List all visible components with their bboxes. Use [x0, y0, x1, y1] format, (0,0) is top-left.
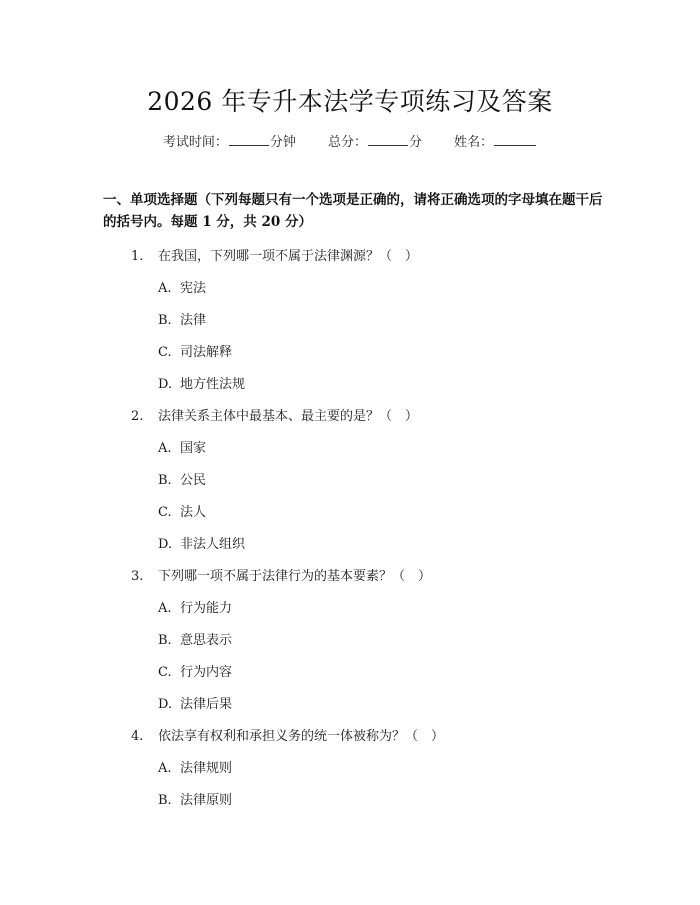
option-item	[158, 693, 232, 712]
option-item	[158, 501, 206, 520]
question-text: 在我国，下列哪一项不属于法律渊源？（ ）	[158, 249, 419, 264]
option-item	[158, 757, 232, 776]
option-text: 行为内容	[180, 665, 233, 680]
option-letter: C.	[158, 665, 172, 680]
page-title: 2026 年专升本法学专项练习及答案	[147, 87, 553, 116]
exam-time-label: 考试时间：	[162, 135, 228, 150]
total-score-label: 总分：	[327, 135, 367, 150]
option-item	[158, 661, 232, 680]
option-item	[158, 597, 232, 616]
option-text: 法律	[180, 313, 207, 328]
option-item	[158, 277, 206, 296]
option-item	[158, 309, 206, 328]
option-item	[158, 629, 232, 648]
exam-info-line	[0, 131, 700, 150]
option-item	[158, 789, 232, 808]
name-field	[454, 131, 537, 150]
question-4	[131, 725, 444, 744]
option-letter: D.	[158, 697, 173, 712]
option-item	[158, 341, 232, 360]
exam-time-field	[163, 131, 296, 150]
question-number: 2.	[131, 409, 144, 424]
question-2	[131, 405, 418, 424]
option-text: 行为能力	[180, 601, 233, 616]
question-3	[131, 565, 431, 584]
name-label: 姓名：	[454, 135, 494, 150]
option-text: 法律后果	[180, 697, 233, 712]
option-letter: A.	[158, 761, 172, 776]
option-text: 公民	[180, 473, 207, 488]
option-letter: B.	[158, 473, 172, 488]
option-text: 法人	[180, 505, 207, 520]
option-letter: A.	[158, 601, 172, 616]
option-letter: B.	[158, 793, 172, 808]
question-text: 依法享有权利和承担义务的统一体被称为？（ ）	[158, 729, 445, 744]
question-number: 3.	[131, 569, 144, 584]
option-text: 宪法	[180, 281, 207, 296]
name-blank	[494, 133, 536, 146]
option-text: 司法解释	[180, 345, 233, 360]
option-text: 国家	[180, 441, 207, 456]
question-number: 4.	[131, 729, 144, 744]
option-letter: C.	[158, 345, 172, 360]
option-letter: A.	[158, 281, 172, 296]
option-text: 法律原则	[180, 793, 233, 808]
option-text: 地方性法规	[180, 377, 246, 392]
option-letter: B.	[158, 313, 172, 328]
question-number: 1.	[131, 249, 144, 264]
option-item	[158, 373, 245, 392]
option-letter: B.	[158, 633, 172, 648]
option-letter: C.	[158, 505, 172, 520]
exam-time-unit: 分钟	[269, 135, 296, 150]
option-text: 意思表示	[180, 633, 233, 648]
total-score-field	[328, 131, 422, 150]
total-score-blank	[368, 133, 408, 146]
option-item	[158, 533, 245, 552]
question-text: 下列哪一项不属于法律行为的基本要素？（ ）	[158, 569, 432, 584]
option-letter: D.	[158, 537, 173, 552]
option-letter: A.	[158, 441, 172, 456]
option-text: 法律规则	[180, 761, 233, 776]
option-text: 非法人组织	[180, 537, 246, 552]
option-item	[158, 437, 206, 456]
total-score-unit: 分	[409, 135, 423, 150]
question-1	[131, 245, 418, 264]
section-heading: 一、单项选择题（下列每题只有一个选项是正确的，请将正确选项的字母填在题干后的括号内。每题 1 分，共 20 分）	[103, 192, 603, 230]
exam-time-blank	[229, 133, 269, 146]
question-text: 法律关系主体中最基本、最主要的是？（ ）	[158, 409, 419, 424]
option-letter: D.	[158, 377, 173, 392]
option-item	[158, 469, 206, 488]
